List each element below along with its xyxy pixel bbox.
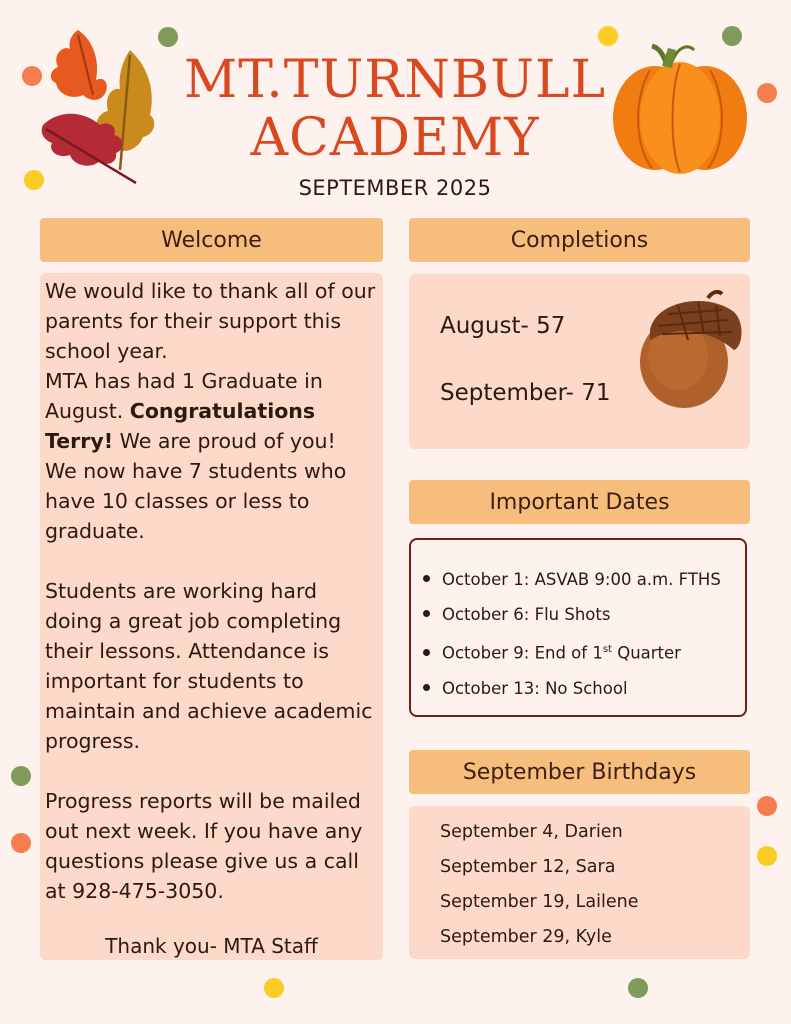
decor-dot <box>264 978 284 998</box>
date-item-text: October 9: End of 1 <box>442 643 603 663</box>
important-dates-box <box>409 538 747 717</box>
list-item <box>423 632 721 671</box>
list-item <box>423 562 721 597</box>
welcome-para-1b: MTA has had 1 Graduate in August. <box>45 369 323 423</box>
completions-heading: Completions <box>409 218 750 262</box>
school-title-line1: MT.TURNBULL <box>183 50 607 110</box>
decor-dot <box>11 833 31 853</box>
decor-dot <box>628 978 648 998</box>
completions-september: September- 71 <box>440 380 611 406</box>
list-item <box>423 597 721 632</box>
date-item-text: October 6: Flu Shots <box>442 605 611 624</box>
birthday-item: September 12, Sara <box>440 857 616 877</box>
birthdays-heading: September Birthdays <box>409 750 750 794</box>
decor-dot <box>757 796 777 816</box>
decor-dot <box>11 766 31 786</box>
important-dates-heading: Important Dates <box>409 480 750 524</box>
welcome-para-3: Progress reports will be mailed out next week. If you have any questions please give us a call at 928-475-3050. <box>45 789 363 903</box>
welcome-heading: Welcome <box>40 218 383 262</box>
ordinal-suffix: st <box>602 644 612 655</box>
acorn-icon <box>638 290 746 410</box>
important-dates-list <box>423 562 721 706</box>
date-item-tail: Quarter <box>611 643 681 663</box>
autumn-leaves-icon <box>38 25 168 190</box>
welcome-body <box>45 276 380 906</box>
congratulations-text: Congratulations Terry! <box>45 399 316 453</box>
welcome-para-2: Students are working hard doing a great job completing their lessons. Attendance is important for students to maintain and achieve academic progress. <box>45 579 373 753</box>
decor-dot <box>757 846 777 866</box>
date-item-text: October 13: No School <box>442 678 628 698</box>
welcome-para-1 <box>45 366 380 456</box>
welcome-para-1c: We are proud of you! <box>119 429 336 453</box>
school-title-line2: ACADEMY <box>250 108 540 168</box>
birthday-item: September 4, Darien <box>440 822 623 842</box>
date-item-text: October 1: ASVAB 9:00 a.m. FTHS <box>442 570 721 589</box>
pumpkin-icon <box>610 40 750 178</box>
decor-dot <box>757 83 777 103</box>
welcome-para-1d: We now have 7 students who have 10 classes or less to graduate. <box>45 459 347 543</box>
welcome-para-1a: We would like to thank all of our parents for their support this school year. <box>45 279 376 363</box>
birthday-item: September 29, Kyle <box>440 927 612 947</box>
completions-august: August- 57 <box>440 313 566 339</box>
list-item <box>423 671 721 706</box>
signoff: Thank you- MTA Staff <box>105 934 318 958</box>
newsletter-month: SEPTEMBER 2025 <box>298 176 492 200</box>
birthday-item: September 19, Lailene <box>440 892 639 912</box>
